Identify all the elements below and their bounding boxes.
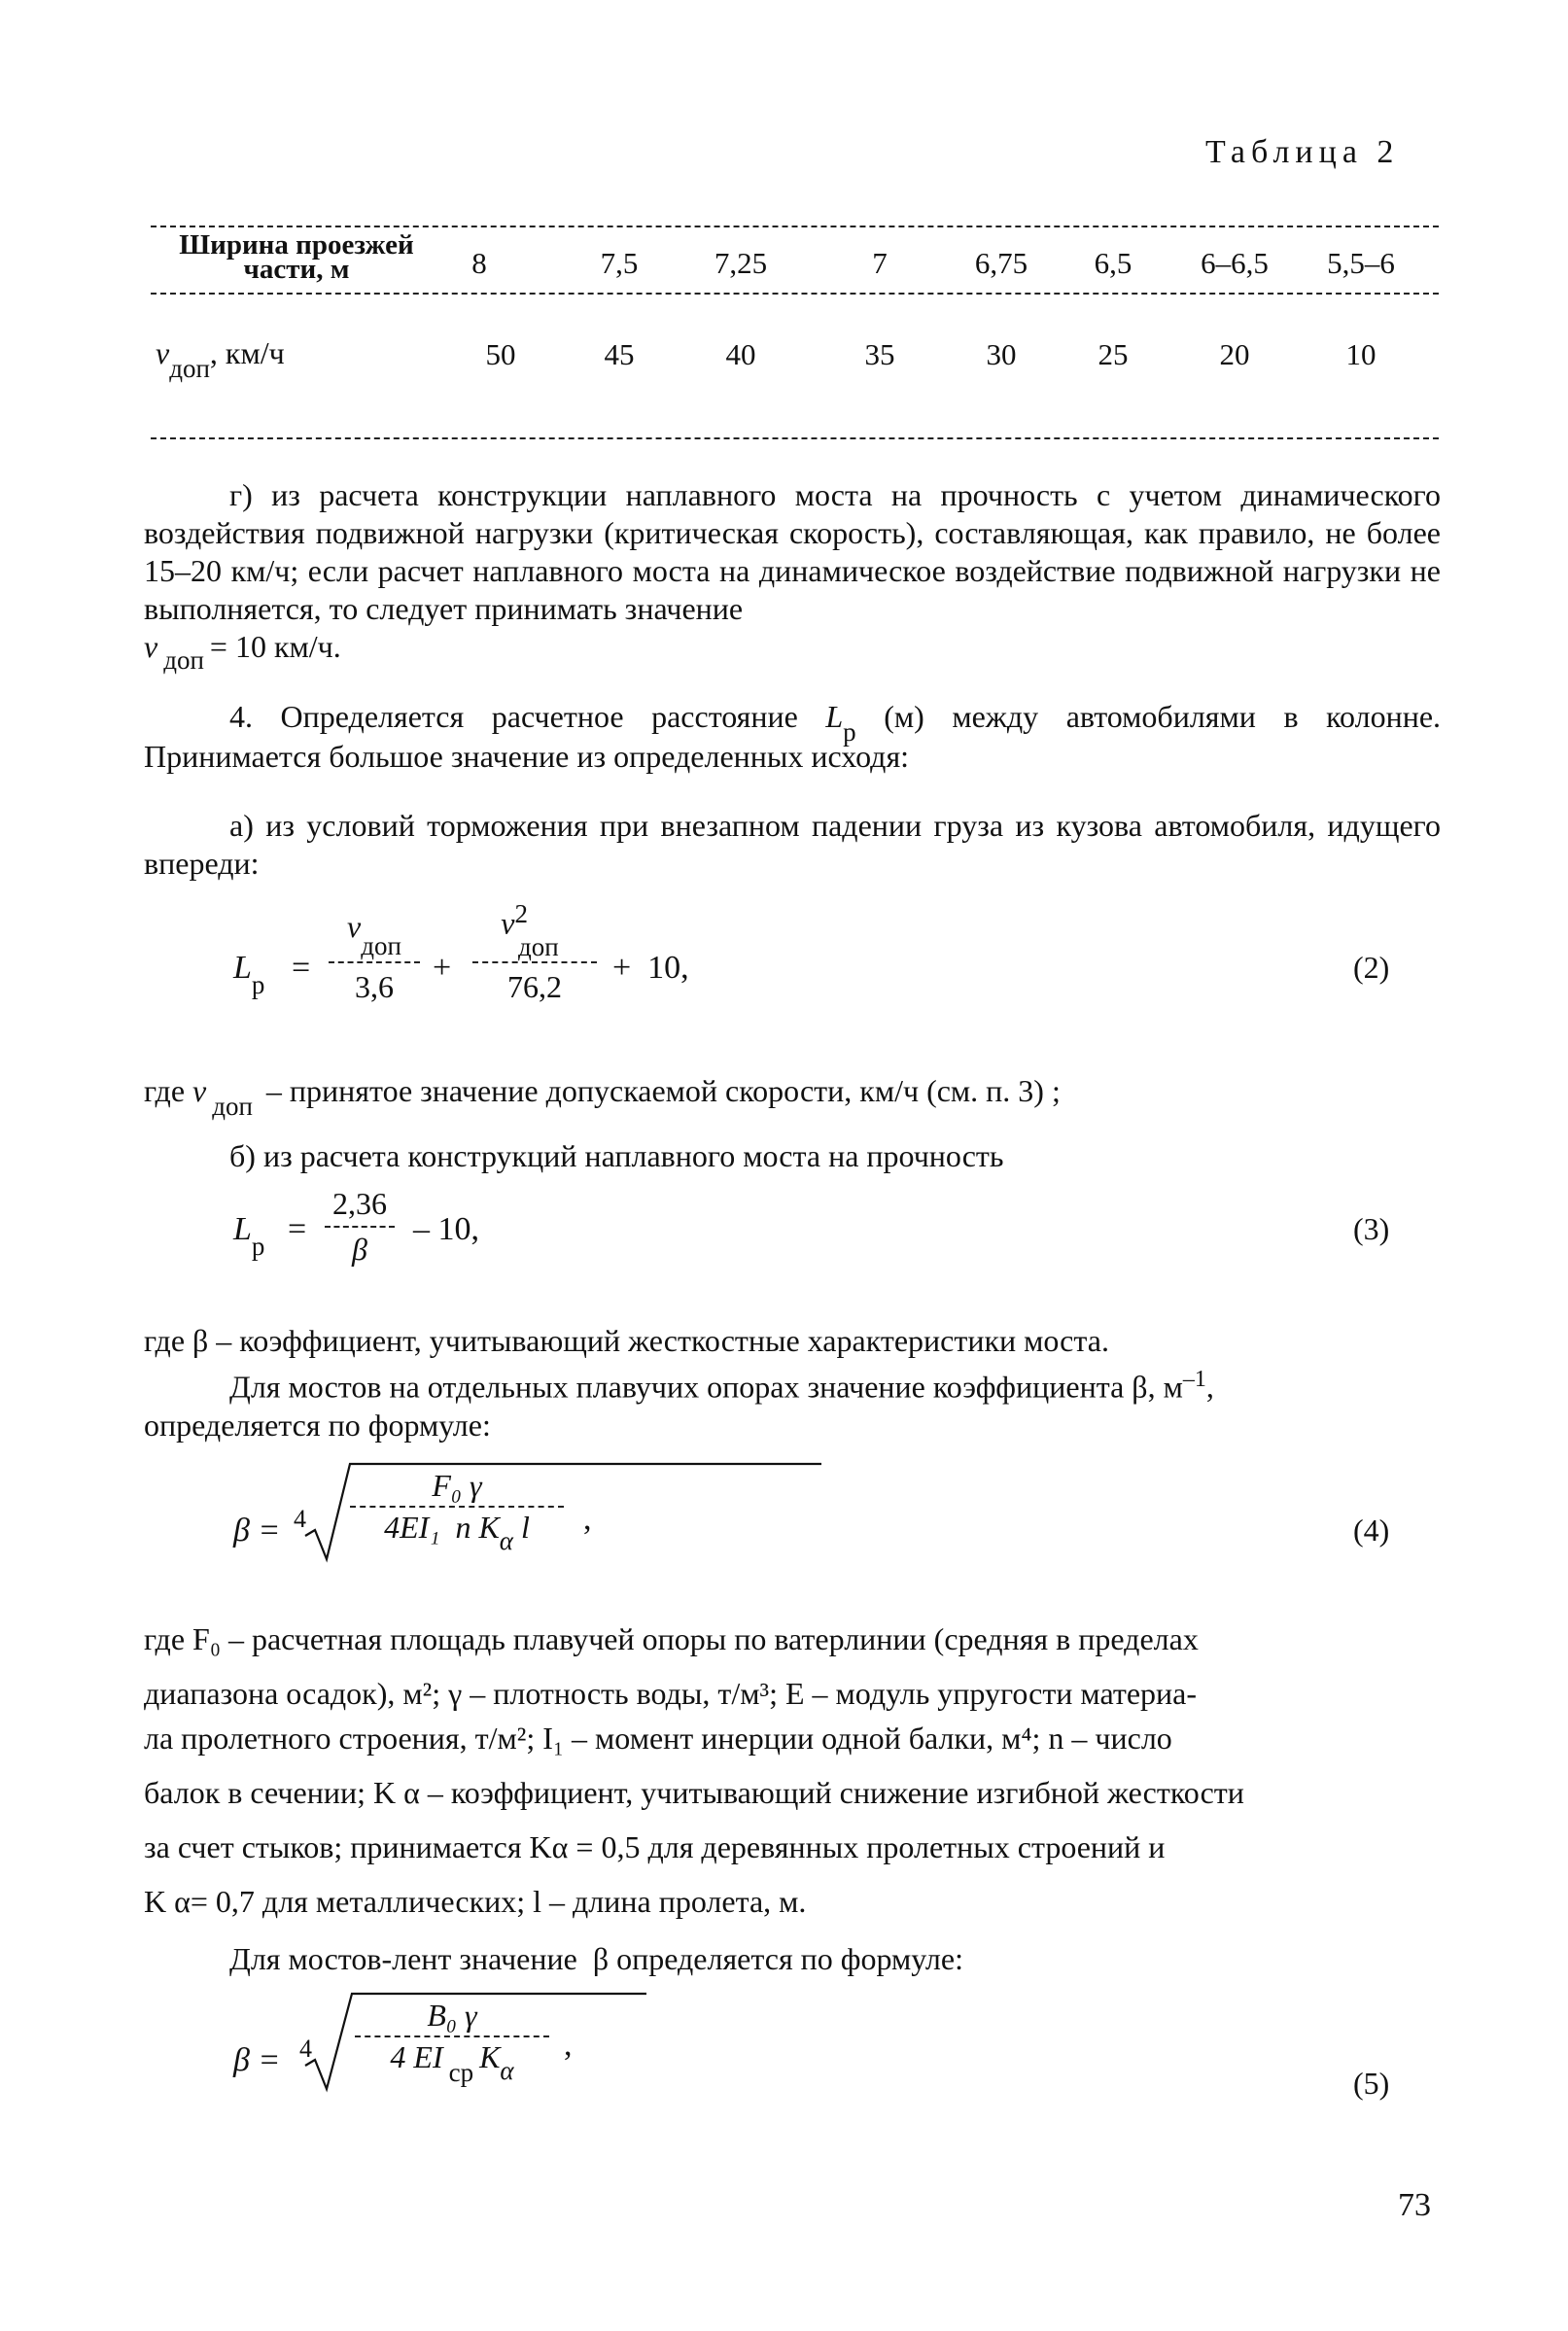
fraction-4-bar [350,1506,564,1508]
formula-2-lhs [233,950,265,999]
v-value: = 10 км/ч. [209,629,341,664]
speed-cell: 25 [1098,337,1129,371]
speed-cell: 35 [864,337,895,371]
width-cell: 7 [872,246,888,280]
where-v [144,1072,1441,1121]
fraction-1-den: 3,6 [355,969,394,1004]
v-symbol: v [192,1073,207,1108]
paragraph-bridges-text: Для мостов на отдельных плавучих опорах значение коэффициента β, м [229,1369,1183,1405]
width-cell: 6–6,5 [1201,246,1269,280]
where-F0-line: где F₀ – расчетная площадь плавучей опоры по ватерлинии (средняя в пределах [144,1621,1199,1656]
v-subscript: доп [518,931,559,961]
width-cell: 5,5–6 [1327,246,1395,280]
speed-cell: 30 [986,337,1017,371]
fraction-3-bar [325,1226,395,1228]
page-number: 73 [1398,2187,1431,2223]
L-symbol: L [233,1211,252,1247]
width-cell: 7,25 [714,246,768,280]
root-index: 4 [299,2035,312,2063]
paragraph-g-text: г) из расчета конструкции наплавного моста на прочность с учетом динамического воздействия подвижной нагрузки (критическая скорость), составляющая, как правило, не более 15–20 км/ч; если расчет наплавного моста на динамическое воздействие подвижной нагрузки не выполняется, то следует принимать значение [144,477,1441,626]
fraction-4-num: F₀ γ [432,1468,482,1503]
where-v-text: – принятое значение допускаемой скорости, км/ч (см. п. 3) ; [265,1073,1061,1108]
fraction-1 [321,909,428,1005]
paragraph-bridges-line2: определяется по формуле: [144,1407,491,1443]
fraction-5-den: 4 EI $_{ср}$ $K_\alpha$ [390,2039,514,2087]
formula-2-tail: + 10, [612,950,689,986]
speed-row-label [156,335,285,383]
fraction-3-den: β [352,1232,367,1267]
v-symbol: v [501,905,515,941]
header-label-line2: части, м [243,254,350,285]
paragraph-b: б) из расчета конструкций наплавного моста на прочность [229,1138,1004,1173]
formula-2-eq: = [292,950,311,986]
where-F0-line: диапазона осадок), м²; γ – плотность воды, т/м³; E – модуль упругости материа- [144,1676,1197,1711]
formula-5-comma: , [564,2027,573,2063]
width-cell: 7,5 [600,246,639,280]
K-subscript: α [500,2056,514,2085]
paragraph-bridges-line1 [144,1361,1441,1407]
table-title: Таблица 2 [1205,134,1400,170]
L-symbol: L [825,699,844,734]
fraction-5 [355,1998,549,2087]
where-prefix: где [144,1073,186,1108]
where-F0-line: ла пролетного строения, т/м²; I₁ – момент инерции одной балки, м⁴; n – число [144,1721,1172,1756]
paragraph-4-before: 4. Определяется расчетное расстояние [229,699,798,734]
formula-3-eq: = [288,1211,307,1247]
v-symbol: v [144,629,158,664]
width-cell: 6,75 [974,246,1028,280]
where-beta: где β – коэффициент, учитывающий жесткостные характеристики моста. [144,1323,1109,1358]
EI-subscript: ср [448,2058,474,2087]
formula-3-tail: – 10, [413,1211,479,1247]
speed-cell: 10 [1345,337,1376,371]
fraction-4 [350,1468,564,1555]
formula-2 [233,899,1439,1026]
fraction-5-bar [355,2035,549,2037]
paragraph-4-after: (м) между автомобилями в колонне. Принимается большое значение из определенных исходя: [144,699,1442,774]
paragraph-g [144,476,1441,675]
formula-2-plus: + [433,950,452,986]
fraction-2-den: 76,2 [507,969,562,1004]
v-symbol: v [156,335,170,370]
v-unit: , км/ч [209,335,285,370]
L-subscript: р [251,970,265,999]
formula-4 [233,1458,1439,1584]
speed-cell: 40 [725,337,756,371]
equation-number-3: (3) [1353,1211,1390,1246]
where-F0-line: за счет стыков; принимается Kα = 0,5 для деревянных пролетных строений и [144,1829,1166,1864]
paragraph-4 [144,698,1441,776]
equation-number-5: (5) [1353,2066,1390,2101]
formula-3 [233,1186,1439,1293]
fraction-3 [321,1186,399,1268]
formula-4-lhs: β = [233,1513,281,1548]
paragraph-bridges [144,1361,1441,1444]
fraction-4-den: 4EI₁ n $K_\alpha$ l [384,1510,530,1555]
K-subscript: α [499,1526,513,1555]
table-header-label [156,229,437,285]
table-header-rule [151,293,1439,295]
speed-cell: 50 [485,337,516,371]
where-F0-line: K α= 0,7 для металлических; l – длина пролета, м. [144,1884,807,1919]
root-index: 4 [294,1505,306,1533]
v-subscript: доп [212,1092,253,1121]
fraction-5-num: B₀ γ [427,1998,477,2033]
v-superscript: 2 [514,899,528,928]
paragraph-lent: Для мостов-лент значение β определяется по формуле: [229,1941,963,1976]
header-label-line1: Ширина проезжей [179,229,414,261]
L-subscript: р [251,1232,265,1261]
v-subscript: доп [163,645,204,675]
formula-5-lhs: β = [233,2042,281,2078]
equation-number-4: (4) [1353,1513,1390,1548]
fraction-2-bar [472,961,597,963]
formula-3-lhs [233,1211,265,1261]
fraction-3-num: 2,36 [332,1186,387,1221]
formula-4-comma: , [583,1501,592,1537]
fraction-1-bar [329,961,420,963]
width-cell: 6,5 [1094,246,1132,280]
fraction-1-num [321,909,428,960]
den-tail: l [520,1510,530,1545]
speed-cell: 20 [1219,337,1250,371]
K-symbol: K [479,2039,501,2074]
v-subscript: доп [169,354,210,383]
table-top-rule [151,226,1439,227]
speed-cell: 45 [604,337,635,371]
paragraph-a: а) из условий торможения при внезапном падении груза из кузова автомобиля, идущего впереди: [144,808,1441,881]
fraction-2-num [467,899,603,961]
v-subscript: доп [361,931,401,960]
L-subscript: р [843,717,856,747]
width-cell: 8 [471,246,487,280]
where-F0-line: балок в сечении; K α – коэффициент, учитывающий снижение изгибной жесткости [144,1775,1244,1810]
L-symbol: L [233,950,252,986]
equation-number-2: (2) [1353,950,1390,985]
fraction-2 [467,899,603,1005]
table-bottom-rule [151,437,1439,439]
where-F0 [144,1612,1441,1929]
unit-superscript: –1 [1182,1367,1206,1392]
v-symbol: v [347,909,362,944]
formula-5 [233,1988,1439,2114]
paragraph-bridges-tail: , [1205,1369,1214,1405]
